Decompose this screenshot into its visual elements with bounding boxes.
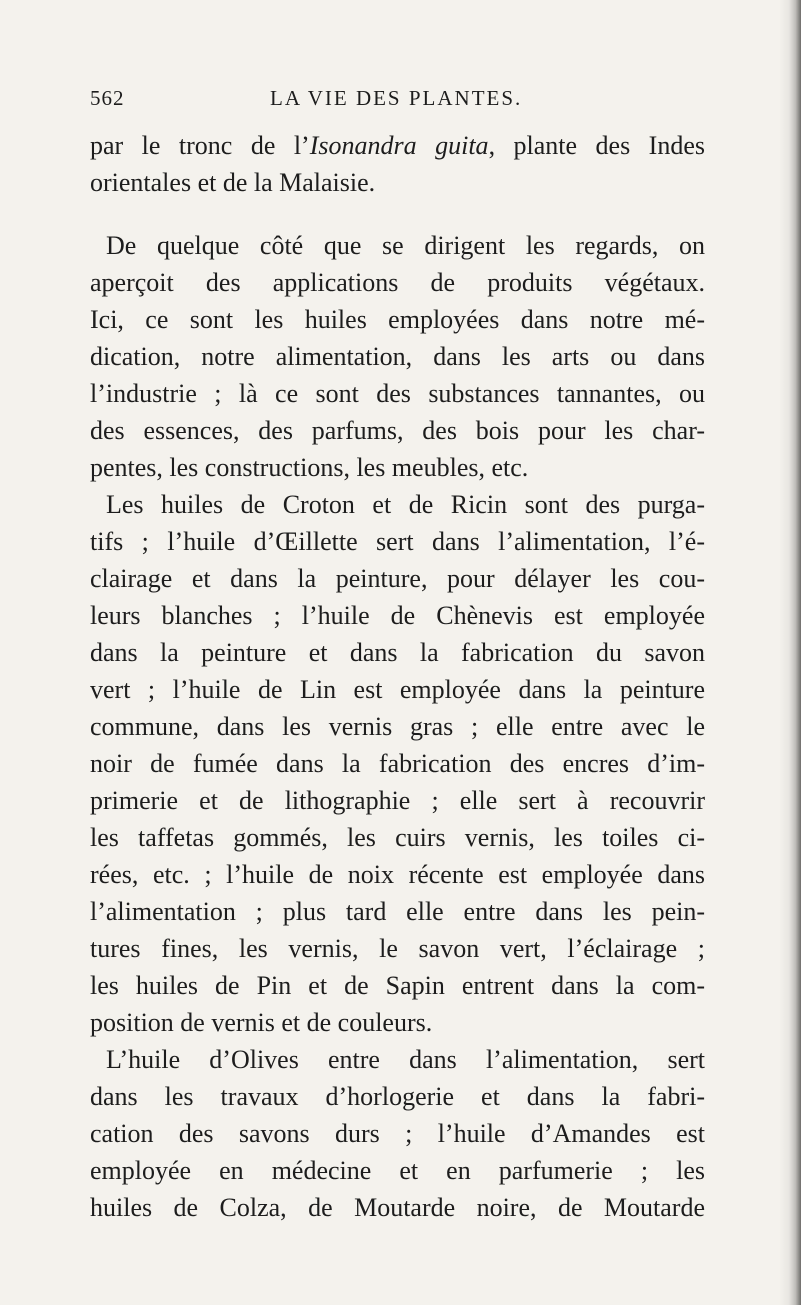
text-line: vert ; l’huile de Lin est employée dans la peinture (90, 675, 705, 704)
text-line: les taffetas gommés, les cuirs vernis, les toiles ci- (90, 823, 705, 852)
text-line: L’huile d’Olives entre dans l’alimentation, sert (106, 1045, 705, 1074)
text-line: clairage et dans la peinture, pour délayer les cou- (90, 564, 705, 593)
paragraph (90, 486, 705, 1041)
text-line: aperçoit des applications de produits végétaux. (90, 268, 705, 297)
text-line: dication, notre alimentation, dans les arts ou dans (90, 342, 705, 371)
text-line: primerie et de lithographie ; elle sert à recouvrir (90, 786, 705, 815)
text-line: l’industrie ; là ce sont des substances tannantes, ou (90, 379, 705, 408)
text-line: Ici, ce sont les huiles employées dans notre mé- (90, 305, 705, 334)
page-number: 562 (90, 86, 125, 110)
paragraph (90, 227, 705, 486)
text-line: rées, etc. ; l’huile de noix récente est employée dans (90, 860, 705, 889)
paragraph (90, 127, 705, 201)
text-line: des essences, des parfums, des bois pour les char- (90, 416, 705, 445)
text-line: tifs ; l’huile d’Œillette sert dans l’alimentation, l’é- (90, 527, 705, 556)
text-line: De quelque côté que se dirigent les regards, on (106, 231, 705, 260)
text-line: leurs blanches ; l’huile de Chènevis est employée (90, 601, 705, 630)
text-line: tures fines, les vernis, le savon vert, l’éclairage ; (90, 934, 705, 963)
species-name: Isonandra guita (309, 131, 489, 160)
text-line: position de vernis et de couleurs. (90, 1008, 433, 1037)
text-line: cation des savons durs ; l’huile d’Amandes est (90, 1119, 705, 1148)
text-line: les huiles de Pin et de Sapin entrent dans la com- (90, 971, 705, 1000)
text-line: noir de fumée dans la fabrication des encres d’im- (90, 749, 705, 778)
page-edge-shadow (779, 0, 801, 1305)
text-line: l’alimentation ; plus tard elle entre dans les pein- (90, 897, 705, 926)
text-span: par le tronc de l’ (90, 131, 310, 160)
running-title: LA VIE DES PLANTES. (270, 86, 523, 110)
text-line: commune, dans les vernis gras ; elle entre avec le (90, 712, 705, 741)
text-line: dans les travaux d’horlogerie et dans la fabri- (90, 1082, 705, 1111)
text-line: Les huiles de Croton et de Ricin sont des purga- (106, 490, 705, 519)
body-text (90, 127, 705, 1226)
text-line: employée en médecine et en parfumerie ; les (90, 1156, 705, 1185)
text-line (90, 127, 705, 164)
running-header (90, 86, 700, 116)
text-line: orientales et de la Malaisie. (90, 168, 376, 197)
text-line: huiles de Colza, de Moutarde noire, de Moutarde (90, 1193, 705, 1222)
text-line: pentes, les constructions, les meubles, etc. (90, 453, 529, 482)
paragraph (90, 1041, 705, 1226)
text-span: , plante des Indes (488, 131, 705, 160)
text-line: dans la peinture et dans la fabrication du savon (90, 638, 705, 667)
